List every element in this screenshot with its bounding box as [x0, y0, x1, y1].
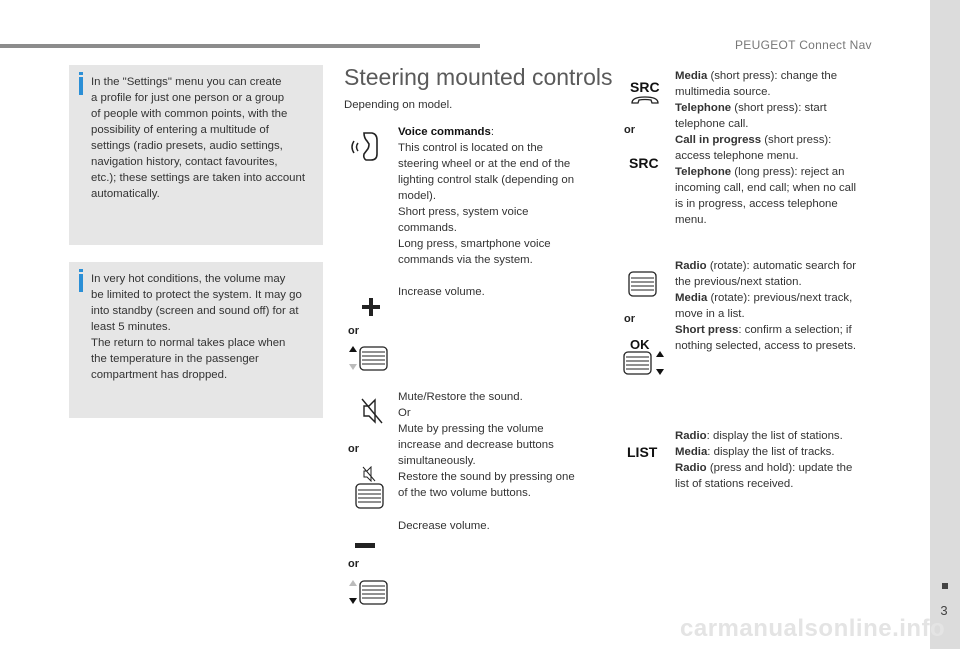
info-box-text: In the "Settings" menu you can create a profile for just one person or a group of people with common points, with the possibility of entering a multitude of settings (radio presets, audio settings, navigation history, contact favourites, etc.); these settings are taken into account automatically. [91, 76, 306, 200]
voice-command-icon [350, 130, 384, 164]
or-label: or [348, 558, 359, 570]
minus-icon [355, 542, 375, 550]
plus-icon [362, 298, 380, 316]
page-edge-band [930, 0, 960, 649]
running-header: PEUGEOT Connect Nav [735, 38, 872, 52]
page-number: 3 [940, 603, 948, 618]
volume-up-desc: Increase volume. [398, 286, 485, 298]
thumbwheel-press-icon [355, 482, 385, 510]
end-marker-icon [942, 583, 948, 589]
radio-desc: Radio (rotate): automatic search for the previous/next station. Media (rotate): previous/next track, move in a list. Short press: confirm a selection; if nothing selected, access to presets. [675, 260, 857, 352]
or-label: or [348, 443, 359, 455]
info-icon [79, 77, 83, 95]
info-box-settings [69, 65, 323, 245]
thumbwheel-updown-icon [622, 350, 666, 376]
header-rule [0, 44, 480, 48]
list-icon: LIST [627, 444, 658, 460]
or-label: or [348, 325, 359, 337]
mute-small-icon [362, 466, 376, 482]
src-icon: SRC [630, 79, 660, 95]
thumbwheel-icon [628, 270, 658, 298]
info-icon [79, 274, 83, 292]
ok-icon: OK [630, 337, 650, 352]
list-desc: Radio: display the list of stations. Media: display the list of tracks. Radio (press and hold): update the list of stations received. [675, 430, 853, 490]
voice-command-desc: Voice commands: This control is located on the steering wheel or at the end of the lighting control stalk (depending on model). Short press, system voice commands. Long press, smartphone voice commands via the system. [398, 124, 598, 268]
mute-desc: Mute/Restore the sound. Or Mute by pressing the volume increase and decrease buttons simultaneously. Restore the sound by pressing one of the two volume buttons. [398, 391, 575, 499]
thumbwheel-up-icon [347, 344, 389, 372]
section-intro: Depending on model. [344, 99, 453, 111]
info-box-heat [69, 262, 323, 418]
mute-icon [361, 398, 383, 424]
or-label: or [624, 124, 635, 136]
thumbwheel-down-icon [347, 578, 389, 606]
src-desc: Media (short press): change the multimedia source. Telephone (short press): start telephone call. Call in progress (short press): access telephone menu. Telephone (long press): reject an incoming call, end call; when no call is in progress, access telephone menu. [675, 70, 857, 226]
or-label: or [624, 313, 635, 325]
phone-hangup-icon [630, 95, 660, 105]
section-title: Steering mounted controls [344, 64, 613, 90]
info-box-text: In very hot conditions, the volume may be limited to protect the system. It may go into standby (screen and sound off) for at least 5 minutes. The return to normal takes place when the temperature in the passenger compartment has dropped. [91, 273, 302, 381]
voice-command-text: This control is located on the steering wheel or at the end of the lighting control stalk (depending on model). Short press, system voice commands. Long press, smartphone voice commands via the system. [398, 142, 575, 266]
voice-command-label: Voice commands [398, 126, 491, 138]
volume-down-desc: Decrease volume. [398, 520, 490, 532]
src-icon-alt: SRC [629, 155, 659, 171]
watermark: carmanualsonline.info [680, 615, 946, 642]
